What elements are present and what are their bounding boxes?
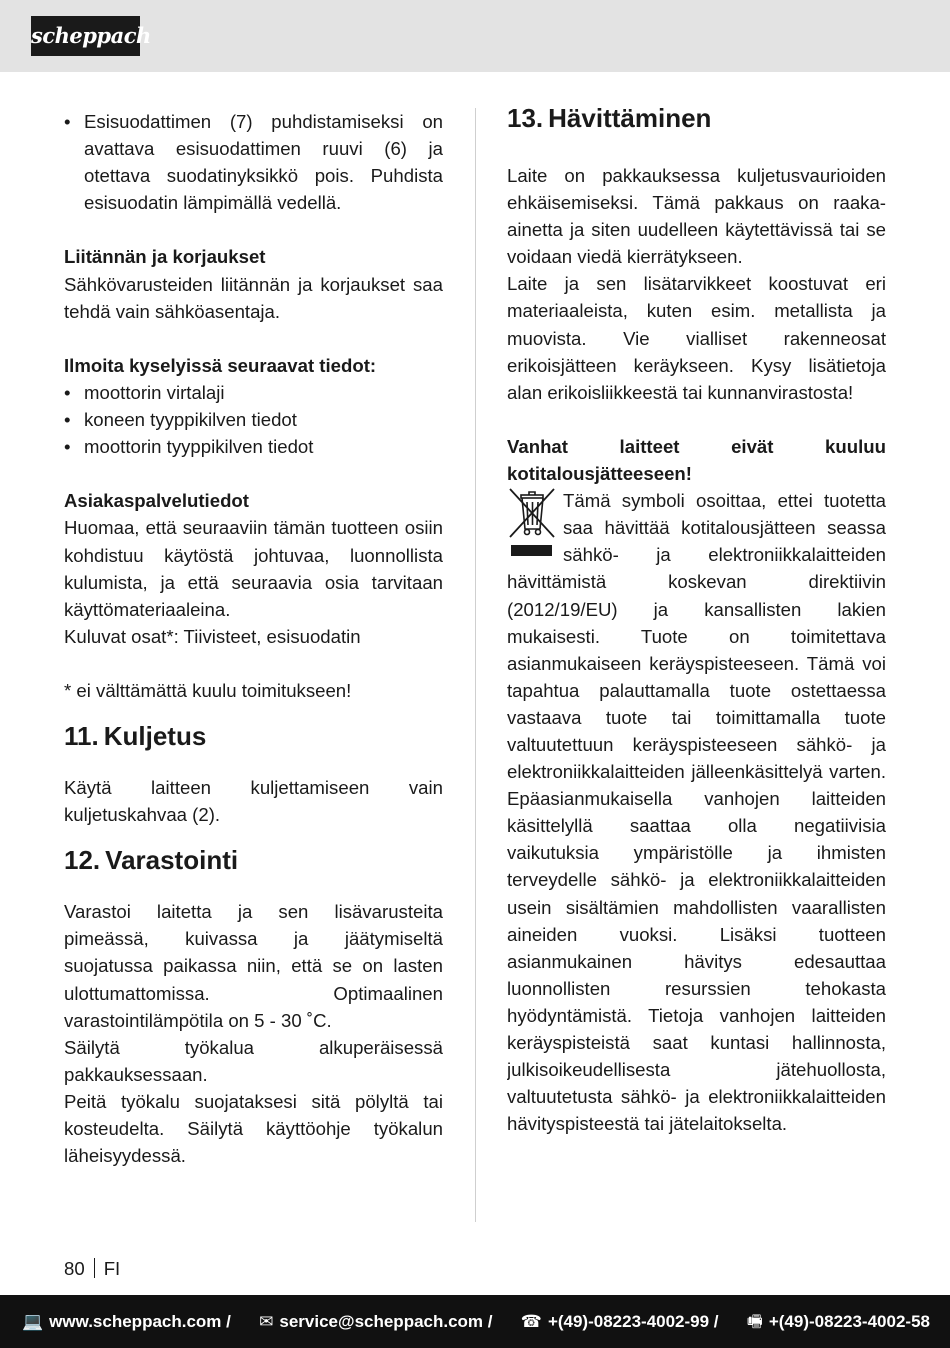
section-13-heading bbox=[507, 102, 886, 134]
weee-block bbox=[507, 487, 886, 1137]
repairs-heading: Liitännän ja korjaukset bbox=[64, 246, 266, 268]
crossed-bin-icon bbox=[507, 487, 559, 563]
page-number: 80 bbox=[64, 1258, 85, 1279]
contact-bar bbox=[0, 1295, 950, 1348]
mail-icon: ✉ bbox=[259, 1312, 274, 1331]
right-column bbox=[507, 103, 886, 1137]
computer-icon: 💻 bbox=[22, 1312, 44, 1331]
bullet-icon: • bbox=[64, 409, 71, 431]
fax-link[interactable] bbox=[747, 1295, 930, 1348]
page-number-footer bbox=[64, 1257, 120, 1281]
column-divider bbox=[475, 108, 476, 1222]
email-link[interactable] bbox=[259, 1295, 492, 1348]
section-number: 11. bbox=[64, 721, 99, 752]
wear-parts-text: Kuluvat osat*: Tiivisteet, esisuodatin bbox=[64, 625, 361, 647]
section-11-heading bbox=[64, 720, 443, 752]
header-band bbox=[0, 0, 950, 72]
service-heading: Asiakaspalvelutiedot bbox=[64, 490, 249, 512]
service-text: Huomaa, että seuraaviin tämän tuotteen osiin kohdistuu käytöstä johtuvaa, luonnollista kulumista, ja että seuraavia osia tarvitaan käyttömateriaaleina. bbox=[64, 517, 443, 620]
fax-text: +(49)-08223-4002-58 bbox=[768, 1312, 930, 1331]
bullet-icon: • bbox=[64, 381, 71, 403]
section-title: Varastointi bbox=[105, 845, 239, 876]
weee-heading: Vanhat laitteet eivät kuuluu kotitalousjätteeseen! bbox=[507, 435, 886, 485]
website-link[interactable] bbox=[22, 1295, 231, 1348]
phone-link[interactable] bbox=[521, 1295, 719, 1348]
bullet-icon: • bbox=[64, 111, 71, 132]
section-title: Kuljetus bbox=[103, 721, 207, 752]
phone-text: +(49)-08223-4002-99 / bbox=[547, 1312, 719, 1331]
left-column bbox=[64, 108, 443, 1169]
phone-icon: ☎ bbox=[520, 1312, 542, 1331]
disposal-text-1: Laite on pakkauksessa kuljetusvaurioiden ehkäisemiseksi. Tämä pakkaus on raaka-ainetta ja siten uudelleen käytettävissä tai se voidaan viedä kierrätykseen. bbox=[507, 165, 886, 268]
language-code: FI bbox=[103, 1258, 121, 1279]
fax-icon: 🖷 bbox=[746, 1312, 763, 1331]
section-number: 12. bbox=[64, 845, 101, 876]
bullet-icon: • bbox=[64, 436, 71, 458]
list-item bbox=[64, 433, 443, 460]
storage-text-1: Varastoi laitetta ja sen lisävarusteita pimeässä, kuivassa ja jäätymiseltä suojatussa paikassa niin, että se on lasten ulottumattomissa. Optimaalinen varastointilämpötila on 5 - 30 ˚C. bbox=[64, 901, 443, 1031]
section-title: Hävittäminen bbox=[548, 103, 712, 133]
transport-text: Käytä laitteen kuljettamiseen vain kuljetuskahvaa (2). bbox=[64, 777, 443, 826]
list-item bbox=[64, 406, 443, 433]
scheppach-logo: scheppach bbox=[31, 16, 140, 56]
weee-text: Tämä symboli osoittaa, ettei tuotetta saa hävittää kotitalousjätteen seassa sähkö- ja elektroniikkalaitteiden hävittämistä koskevan direktiivin (2012/19/EU) ja kansallisten lakien mukaisesti. Tuote on toimitettava asianmukaiseen keräyspisteeseen. Tämä voi tapahtua palauttamalla tuote ostettaessa vastaava tuote tai toimittamalla tuote valtuutettuun keräyspisteeseen sähkö- ja elektroniikkalaitteiden jälleenkäsittelyä varten. Epäasianmukaisella vanhojen laitteiden käsittelyllä saattaa olla negatiivisia vaikutuksia ympäristölle ja ihmisten terveydelle sähkö- ja elektroniikkalaitteiden usein sisältämien mahdollisten vaarallisten aineiden vuoksi. Lisäksi tuotteen asianmukainen hävitys edesauttaa luonnollisten resurssien tehokasta hyödyntämistä. Tietoja vanhojen laitteiden keräyspisteistä saat kuntasi hallinnosta, julkisoikeudellisesta jätehuollosta, valtuutetusta sähkö- ja elektroniikkalaitteiden hävityspisteestä tai jätelaitokselta. bbox=[507, 490, 886, 1135]
list-item bbox=[64, 108, 443, 216]
section-number: 13. bbox=[507, 103, 544, 133]
email-text: service@scheppach.com / bbox=[279, 1312, 493, 1331]
inquiry-heading: Ilmoita kyselyissä seuraavat tiedot: bbox=[64, 354, 377, 376]
footnote: * ei välttämättä kuulu toimitukseen! bbox=[64, 679, 352, 701]
inquiry-item: moottorin virtalaji bbox=[84, 381, 225, 403]
repairs-text: Sähkövarusteiden liitännän ja korjaukset saa tehdä vain sähköasentaja. bbox=[64, 273, 443, 322]
section-12-heading bbox=[64, 844, 443, 876]
website-text: www.scheppach.com / bbox=[49, 1312, 231, 1331]
prefilter-instruction: Esisuodattimen (7) puhdistamiseksi on avattava esisuodattimen ruuvi (6) ja otettava suodatinyksikkö pois. Puhdista esisuodatin lämpimällä vedellä. bbox=[84, 111, 443, 214]
page-separator bbox=[94, 1258, 95, 1278]
list-item bbox=[64, 379, 443, 406]
inquiry-item: koneen tyyppikilven tiedot bbox=[84, 409, 297, 431]
disposal-text-2: Laite ja sen lisätarvikkeet koostuvat eri materiaaleista, kuten esim. metallista ja muovista. Vie vialliset rakenneosat erikoisjätteen keräykseen. Kysy lisätietoja alan erikoisliikkeestä tai kunnanvirastosta! bbox=[507, 273, 886, 403]
storage-text-2: Säilytä työkalua alkuperäisessä pakkauksessaan. bbox=[64, 1036, 443, 1085]
inquiry-item: moottorin tyyppikilven tiedot bbox=[84, 436, 314, 458]
storage-text-3: Peitä työkalu suojataksesi sitä pölyltä tai kosteudelta. Säilytä käyttöohje työkalun läheisyydessä. bbox=[64, 1090, 443, 1167]
